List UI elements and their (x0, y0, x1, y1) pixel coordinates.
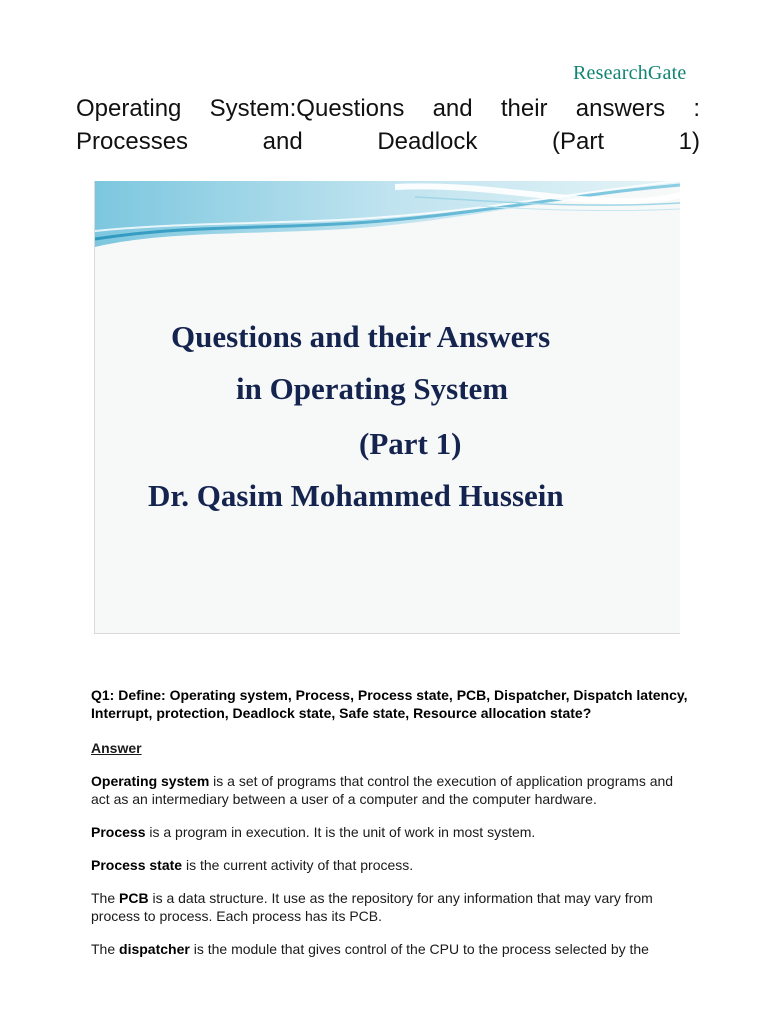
definition-text: is a program in execution. It is the unit of work in most system. (145, 824, 536, 840)
definition-paragraph (91, 889, 691, 925)
slide-line-4: Dr. Qasim Mohammed Hussein (148, 478, 564, 513)
definition-paragraph (91, 940, 691, 958)
title-line-2: Processes and Deadlock (Part 1) (76, 128, 700, 155)
definition-prefix: The (91, 941, 120, 957)
definition-text: is a data structure. It use as the repository for any information that may vary from process to process. Each process has its PCB. (91, 890, 653, 924)
definition-text: is a set of programs that control the execution of application programs and act as an intermediary between a user of a computer and the computer hardware. (91, 773, 674, 807)
slide-line-3: (Part 1) (359, 426, 462, 461)
slide-line-1: Questions and their Answers (171, 319, 551, 354)
definition-term: Process (91, 824, 146, 840)
definition-term: PCB (119, 890, 149, 906)
question-q1: Q1: Define: Operating system, Process, Process state, PCB, Dispatcher, Dispatch latency, Interrupt, protection, Deadlock state, Safe state, Resource allocation state? (91, 687, 688, 721)
answer-heading: Answer (91, 740, 142, 756)
slide-line-2: in Operating System (236, 371, 509, 406)
definition-text: is the module that gives control of the CPU to the process selected by the (189, 941, 649, 957)
definition-term: Operating system (91, 773, 210, 789)
definition-paragraph (91, 772, 691, 808)
researchgate-logo[interactable]: ResearchGate (573, 62, 687, 84)
slide-title-block (95, 181, 680, 633)
title-line-1: Operating System:Questions and their answers : (76, 95, 700, 122)
definition-term: Process state (91, 857, 183, 873)
document-title (76, 92, 700, 158)
title-slide-image (94, 181, 680, 634)
definition-paragraph (91, 823, 691, 841)
definition-paragraph (91, 856, 691, 874)
definition-text: is the current activity of that process. (182, 857, 414, 873)
document-body (91, 686, 691, 958)
definition-term: dispatcher (119, 941, 190, 957)
definition-prefix: The (91, 890, 120, 906)
